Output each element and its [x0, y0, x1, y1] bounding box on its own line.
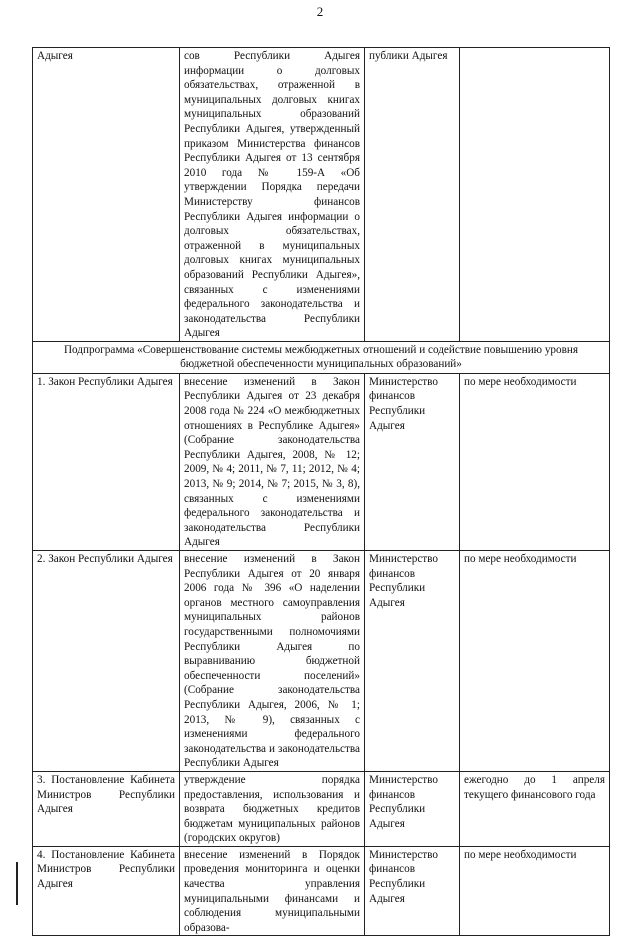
content-cell: внесение изменений в Порядок проведения мониторинга и оценки качества управления муниципальными финансами и соблюдения муниципальными образова-: [180, 846, 365, 936]
act-cell: 2. Закон Республики Адыгея: [33, 551, 180, 772]
page-number: 2: [316, 4, 324, 19]
act-cell: 4. Постановление Кабинета Министров Республики Адыгея: [33, 846, 180, 936]
deadline-cell: по мере необходимости: [460, 373, 610, 550]
responsible-cell: Министерство финансов Республики Адыгея: [365, 551, 460, 772]
subprogram-row: [33, 341, 610, 373]
deadline-cell: по мере необходимости: [460, 846, 610, 936]
act-cell: 3. Постановление Кабинета Министров Республики Адыгея: [33, 771, 180, 846]
content-cell: внесение изменений в Закон Республики Адыгея от 20 января 2006 года № 396 «О наделении органов местного самоуправления муниципальных районов государственными полномочиями Республики Адыгея по выравниванию бюджетной обеспеченности поселений» (Собрание законодательства Республики Адыгея, 2006, № 1; 2013, № 9), связанных с изменениями федерального законодательства и законодательства Республики Адыгея: [180, 551, 365, 772]
deadline-cell: ежегодно до 1 апреля текущего финансового года: [460, 771, 610, 846]
responsible-cell: Министерство финансов Республики Адыгея: [365, 846, 460, 936]
table-row: [33, 551, 610, 772]
subprogram-header: Подпрограмма «Совершенствование системы межбюджетных отношений и содействие повышению уровня бюджетной обеспеченности муниципальных образований»: [33, 341, 610, 373]
content-cell: сов Республики Адыгея информации о долговых обязательствах, отраженной в муниципальных долговых книгах муниципальных образований Республики Адыгея, утвержденный приказом Министерства финансов Республики Адыгея от 13 сентября 2010 года № 159-А «Об утверждении Порядка передачи Министерству финансов Республики Адыгея информации о долговых обязательствах, отраженной в муниципальных долговых книгах муниципальных образований Республики Адыгея», связанных с изменениями федерального законодательства и законодательства Республики Адыгея: [180, 48, 365, 342]
act-cell: Адыгея: [33, 48, 180, 342]
act-cell: 1. Закон Республики Адыгея: [33, 373, 180, 550]
responsible-cell: публики Адыгея: [365, 48, 460, 342]
responsible-cell: Министерство финансов Республики Адыгея: [365, 373, 460, 550]
document-table: [32, 47, 610, 936]
table-row: [33, 48, 610, 342]
responsible-cell: Министерство финансов Республики Адыгея: [365, 771, 460, 846]
content-cell: утверждение порядка предоставления, использования и возврата бюджетных кредитов бюджетам муниципальных районов (городских округов): [180, 771, 365, 846]
table-row: [33, 771, 610, 846]
margin-mark: [16, 862, 18, 905]
deadline-cell: по мере необходимости: [460, 551, 610, 772]
deadline-cell: [460, 48, 610, 342]
content-cell: внесение изменений в Закон Республики Адыгея от 23 декабря 2008 года № 224 «О межбюджетных отношениях в Республике Адыгея» (Собрание законодательства Республики Адыгея, 2008, № 12; 2009, № 4; 2011, № 7, 11; 2012, № 4; 2013, № 9; 2014, № 7; 2015, № 3, 8), связанных с изменениями федерального законодательства и законодательства Республики Адыгея: [180, 373, 365, 550]
table-row: [33, 373, 610, 550]
table-row: [33, 846, 610, 936]
